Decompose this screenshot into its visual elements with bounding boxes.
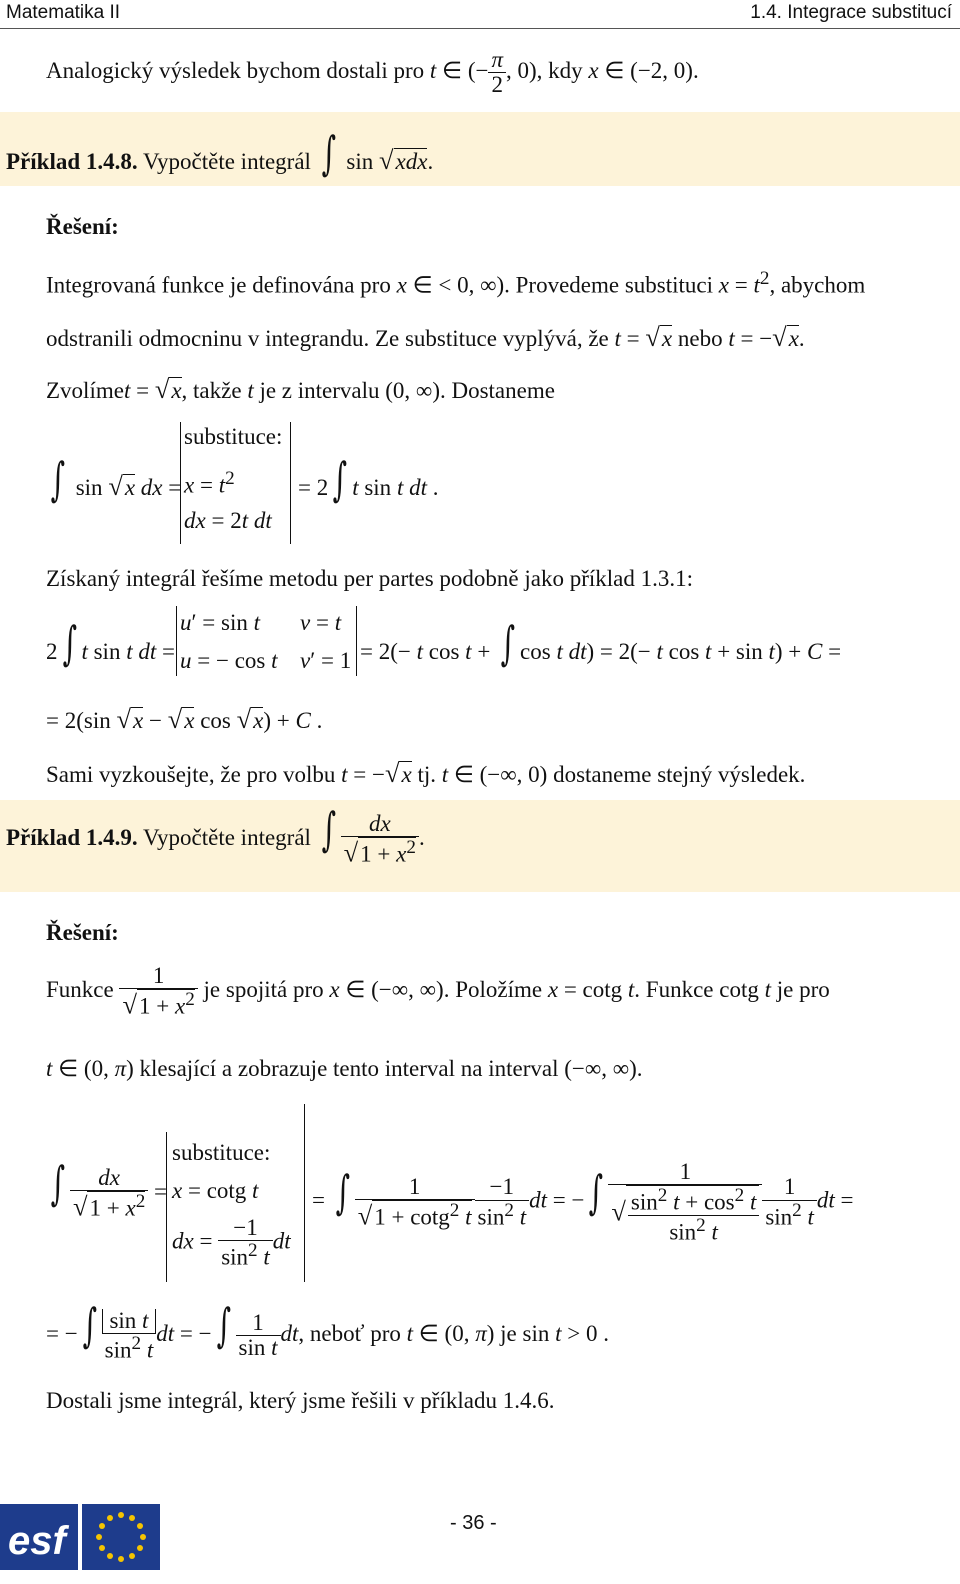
example-label: Příklad 1.4.9. <box>6 825 138 850</box>
equation-pp-rhs: = 2(− t cos t + ∫ cos t dt) = 2(− t cos t + sin t) + C = <box>360 616 842 670</box>
paragraph-domain-line3: Zvolímet = √x, takže t je z intervalu (0, ∞). Dostaneme <box>46 374 555 404</box>
solution-heading-2: Řešení: <box>46 920 119 945</box>
paragraph-function-line2: t ∈ (0, π) klesající a zobrazuje tento interval na interval (−∞, ∞). <box>46 1056 643 1081</box>
page-header <box>0 0 960 30</box>
example-label: Příklad 1.4.8. <box>6 149 138 174</box>
paragraph-conclusion: Dostali jsme integrál, který jsme řešili v příkladu 1.4.6. <box>46 1388 555 1413</box>
header-right: 1.4. Integrace substitucí <box>750 2 952 23</box>
pp-uprime: u′ = sin t <box>180 610 260 635</box>
paragraph-domain-line2: odstranili odmocninu v integrandu. Ze substituce vyplývá, že t = √x nebo t = −√x. <box>46 322 805 352</box>
subst2-bar-right <box>304 1104 305 1282</box>
header-rule <box>0 28 960 29</box>
subst-bar-right <box>290 422 291 544</box>
paragraph-try: Sami vyzkoušejte, že pro volbu t = −√x tj. t ∈ (−∞, 0) dostaneme stejný výsledek. <box>46 758 806 788</box>
equation-subst-2-rhs: = ∫ $\frac{1}{√1 + \cot g^2 t}$ $\frac{-1}{\sin^2 t}$ dt = − ∫ 1 √ $\frac{\sin^2 t + \cos^2 t}{\sin^2 t}$ $\frac{1}{\sin^2 t}$ dt = <box>312 1159 854 1245</box>
paragraph-domain-line1: Integrovaná funkce je definována pro x ∈ < 0, ∞). Provedeme substituci $x = t^2$, abychom <box>46 268 866 298</box>
paragraph-per-partes: Získaný integrál řešíme metodu per partes podobně jako příklad 1.3.1: <box>46 566 694 591</box>
equation-subst-1-result: = 2 ∫ t sin t dt . <box>298 452 439 506</box>
header-left: Matematika II <box>6 2 121 23</box>
solution-heading-1: Řešení: <box>46 214 119 239</box>
esf-eu-logo <box>0 1504 160 1570</box>
subst2-label: substituce: <box>172 1140 271 1165</box>
pp-vprime: v′ = 1 <box>300 648 352 673</box>
page-number: - 36 - <box>450 1512 497 1534</box>
equation-subst-2-lhs: ∫ $\frac{dx}{√1 + x^2}$ = <box>50 1156 167 1222</box>
pp-u: u = − cos t <box>180 648 278 673</box>
paragraph-analog: Analogický výsledek bychom dostali pro t ∈ (− $\frac{\pi}{2}$ , 0), kdy x ∈ (−2, 0). <box>46 47 699 98</box>
subst-x-eq: $x = t^2$ <box>184 468 235 498</box>
equation-pp-final: = 2(sin √x − √x cos √x) + C . <box>46 704 323 734</box>
paragraph-function-line1: Funkce $\frac{1}{√1 + x^2}$ je spojitá pro x ∈ (−∞, ∞). Položíme x = cotg t. Funkce cotg t je pro <box>46 963 830 1020</box>
equation-final: = − ∫ $\frac{\text{sin t}}{\sin^2 t}$ dt = − ∫ $\frac{1}{\text{sin t}}$ dt, neboť pro t ∈ (0, π) je sin t > 0 . <box>46 1298 609 1363</box>
example-148: Příklad 1.4.8. Vypočtěte integrál ∫ sin √xdx. <box>6 126 434 180</box>
equation-subst-1: ∫ sin √x dx = <box>50 452 182 506</box>
subst2-x-eq: x = cotg t <box>172 1178 259 1203</box>
subst-label: substituce: <box>184 424 283 449</box>
svg-text:esf: esf <box>8 1519 66 1563</box>
subst-dx-eq: dx = 2t dt <box>184 508 272 533</box>
pp-bar-left <box>176 606 177 676</box>
equation-pp-lhs: 2 ∫ t sin t dt = <box>46 616 175 670</box>
pp-v: v = t <box>300 610 342 635</box>
subst2-dx-eq: dx = $\frac{-1}{\sin^2 t}$ dt <box>172 1215 291 1270</box>
pp-bar-right <box>356 606 357 676</box>
example-149: Příklad 1.4.9. Vypočtěte integrál ∫ $\frac{dx}{√1 + x^2}$ . <box>6 802 425 868</box>
